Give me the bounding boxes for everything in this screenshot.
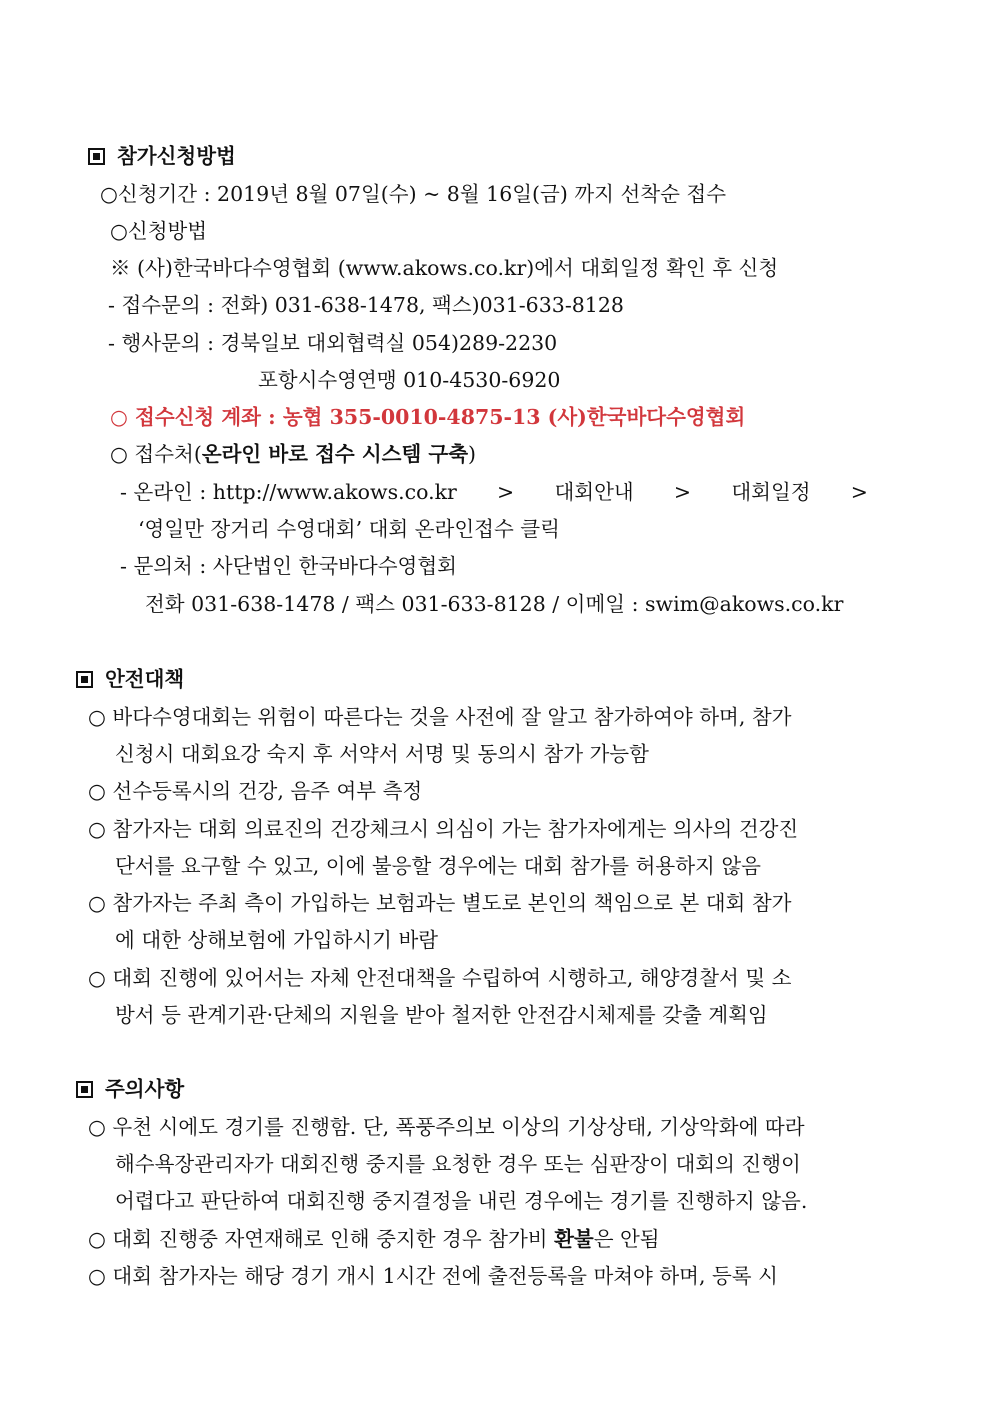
caution-item-cont: 해수욕장관리자가 대회진행 중지를 요청한 경우 또는 심판장이 대회의 진행이: [115, 1152, 801, 1176]
caution-refund-suffix: 은 안됨: [593, 1227, 660, 1251]
square-bullet-icon: [76, 671, 93, 688]
safety-item-cont: 에 대한 상해보험에 가입하시기 바람: [115, 928, 439, 952]
safety-item-cont: 신청시 대회요강 숙지 후 서약서 서명 및 동의시 참가 가능함: [115, 742, 649, 766]
apply-contact-registration: - 접수문의 : 전화) 031-638-1478, 팩스)031-633-8128: [108, 293, 624, 317]
safety-item: ○ 참가자는 주최 측이 가입하는 보험과는 별도로 본인의 책임으로 본 대회 참가: [88, 891, 792, 915]
apply-online: [120, 478, 868, 506]
caution-item-cont: 어렵다고 판단하여 대회진행 중지결정을 내린 경우에는 경기를 진행하지 않음.: [115, 1189, 808, 1213]
square-bullet-icon: [76, 1081, 93, 1098]
breadcrumb-separator: >: [850, 480, 868, 504]
section-apply-heading: [88, 142, 236, 170]
square-bullet-icon: [88, 148, 105, 165]
breadcrumb-schedule: 대회일정: [731, 480, 811, 504]
caution-item-refund: [88, 1225, 660, 1253]
caution-item: ○ 대회 참가자는 해당 경기 개시 1시간 전에 출전등록을 마쳐야 하며, 등록 시: [88, 1264, 778, 1288]
apply-period: ○신청기간 : 2019년 8월 07일(수) ~ 8월 16일(금) 까지 선착순 접수: [100, 182, 727, 206]
apply-office: [110, 440, 476, 468]
safety-item: ○ 바다수영대회는 위험이 따른다는 것을 사전에 잘 알고 참가하여야 하며, 참가: [88, 705, 792, 729]
apply-note: ※ (사)한국바다수영협회 (www.akows.co.kr)에서 대회일정 확인 후 신청: [110, 256, 779, 280]
apply-online-2: ‘영일만 장거리 수영대회’ 대회 온라인접수 클릭: [138, 517, 560, 541]
apply-office-suffix: ): [468, 442, 476, 466]
apply-inquiry-2: 전화 031-638-1478 / 팩스 031-633-8128 / 이메일 : swim@akows.co.kr: [145, 592, 844, 616]
apply-office-bold: 온라인 바로 접수 시스템 구축: [201, 442, 468, 466]
caution-refund-bold: 환불: [554, 1227, 594, 1251]
section-safety-heading: [76, 665, 184, 693]
safety-item-cont: 방서 등 관계기관·단체의 지원을 받아 철저한 안전감시체제를 갖출 계획임: [115, 1003, 768, 1027]
apply-bank-account: ○ 접수신청 계좌 : 농협 355-0010-4875-13 (사)한국바다수영협회: [110, 405, 746, 429]
caution-item: ○ 우천 시에도 경기를 진행함. 단, 폭풍주의보 이상의 기상상태, 기상악화에 따라: [88, 1115, 805, 1139]
safety-item-cont: 단서를 요구할 수 있고, 이에 불응할 경우에는 대회 참가를 허용하지 않음: [115, 854, 761, 878]
breadcrumb-separator: >: [497, 480, 515, 504]
safety-item: ○ 대회 진행에 있어서는 자체 안전대책을 수립하여 시행하고, 해양경찰서 및 소: [88, 966, 792, 990]
apply-inquiry: - 문의처 : 사단법인 한국바다수영협회: [120, 554, 457, 578]
breadcrumb-separator: >: [673, 480, 692, 504]
apply-method: ○신청방법: [110, 219, 208, 243]
safety-item: ○ 선수등록시의 건강, 음주 여부 측정: [88, 779, 423, 803]
caution-refund-text: ○ 대회 진행중 자연재해로 인해 중지한 경우 참가비: [88, 1227, 555, 1251]
section-safety-title: 안전대책: [105, 667, 185, 691]
apply-office-prefix: ○ 접수처(: [110, 442, 202, 466]
section-apply-title: 참가신청방법: [117, 144, 236, 168]
safety-item: ○ 참가자는 대회 의료진의 건강체크시 의심이 가는 참가자에게는 의사의 건강진: [88, 817, 799, 841]
section-caution-heading: [76, 1075, 184, 1103]
section-caution-title: 주의사항: [105, 1077, 185, 1101]
breadcrumb-guide: 대회안내: [554, 480, 634, 504]
apply-online-link[interactable]: - 온라인 : http://www.akows.co.kr: [120, 480, 457, 504]
apply-contact-event-2: 포항시수영연맹 010-4530-6920: [258, 368, 561, 392]
apply-contact-event: - 행사문의 : 경북일보 대외협력실 054)289-2230: [108, 331, 558, 355]
